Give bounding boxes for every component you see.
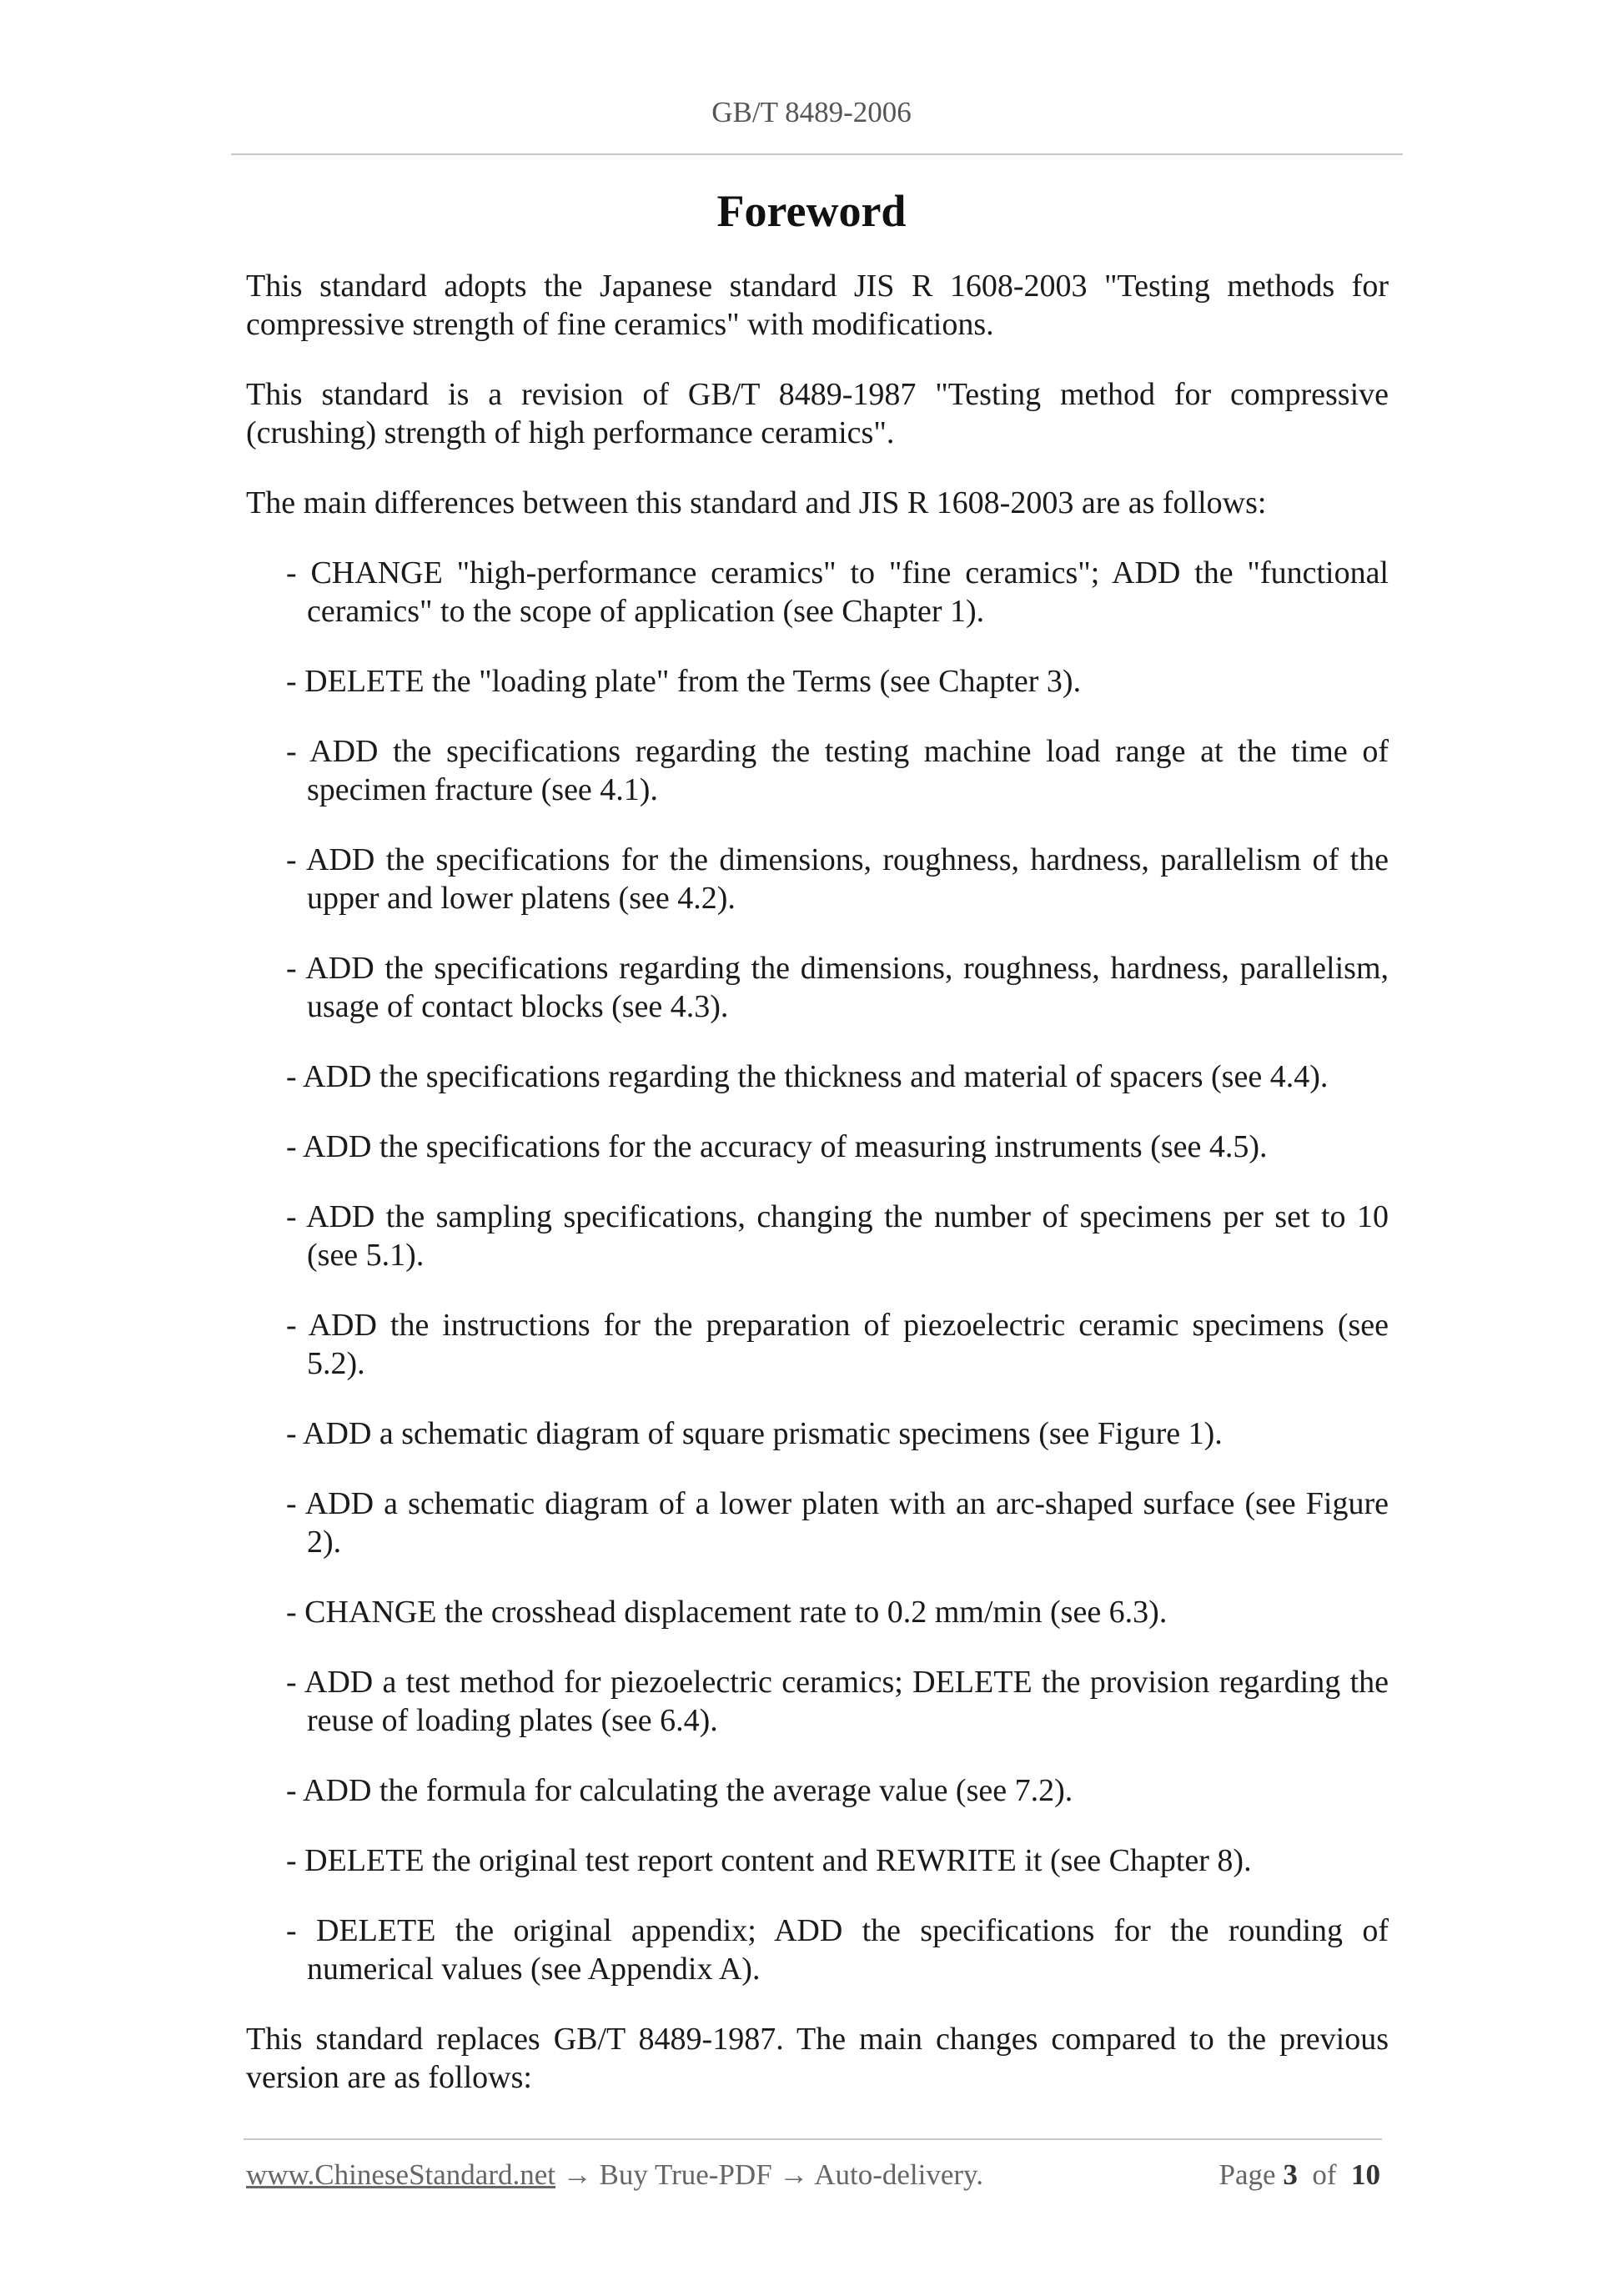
list-item: - ADD the specifications regarding the dimensions, roughness, hardness, parallelism, usage of contact blocks (see 4.3). <box>286 951 1389 1024</box>
closing-paragraph: This standard replaces GB/T 8489-1987. The main changes compared to the previous version are as follows: <box>246 2022 1389 2095</box>
list-item: - ADD the specifications for the dimensions, roughness, hardness, parallelism of the upper and lower platens (see 4.2). <box>286 842 1389 916</box>
list-item: - DELETE the original appendix; ADD the specifications for the rounding of numerical values (see Appendix A). <box>286 1913 1389 1987</box>
intro-paragraph: This standard adopts the Japanese standard JIS R 1608-2003 "Testing methods for compressive strength of fine ceramics" with modifications. <box>246 269 1389 342</box>
list-item: - ADD a schematic diagram of a lower platen with an arc-shaped surface (see Figure 2). <box>286 1486 1389 1560</box>
list-item: - ADD a schematic diagram of square prismatic specimens (see Figure 1). <box>286 1416 1223 1451</box>
foreword-body <box>246 267 1389 2128</box>
intro-paragraph: This standard is a revision of GB/T 8489-1987 "Testing method for compressive (crushing) strength of high performance ceramics". <box>246 377 1389 450</box>
list-item: - ADD the sampling specifications, changing the number of specimens per set to 10 (see 5.1). <box>286 1199 1389 1273</box>
page-title: Foreword <box>716 186 907 236</box>
page-number: Page 3 of 10 <box>1219 2158 1380 2191</box>
footer-divider <box>244 2138 1382 2140</box>
page-current: 3 <box>1283 2158 1298 2191</box>
list-item: - CHANGE "high-performance ceramics" to "fine ceramics"; ADD the "functional ceramics" to the scope of application (see Chapter 1). <box>286 555 1389 629</box>
header-doc-id: GB/T 8489-2006 <box>711 96 912 128</box>
header-divider <box>231 153 1403 155</box>
list-item: - ADD a test method for piezoelectric ceramics; DELETE the provision regarding the reuse of loading plates (see 6.4). <box>286 1665 1389 1738</box>
differences-list <box>246 554 1389 1988</box>
list-item: - ADD the specifications regarding the thickness and material of spacers (see 4.4). <box>286 1059 1329 1094</box>
list-item: - CHANGE the crosshead displacement rate to 0.2 mm/min (see 6.3). <box>286 1595 1168 1630</box>
footer-promo-text: → Buy True-PDF → Auto-delivery. <box>555 2158 984 2191</box>
list-item: - ADD the specifications for the accuracy of measuring instruments (see 4.5). <box>286 1129 1268 1164</box>
list-item: - DELETE the original test report content and REWRITE it (see Chapter 8). <box>286 1843 1252 1878</box>
list-item: - DELETE the "loading plate" from the Terms (see Chapter 3). <box>286 664 1082 699</box>
page-footer <box>246 2158 1380 2192</box>
page-total: 10 <box>1351 2158 1380 2191</box>
list-item: - ADD the instructions for the preparation of piezoelectric ceramic specimens (see 5.2). <box>286 1308 1389 1381</box>
footer-promo <box>246 2158 983 2192</box>
intro-paragraph: The main differences between this standard and JIS R 1608-2003 are as follows: <box>246 485 1267 520</box>
list-item: - ADD the formula for calculating the average value (see 7.2). <box>286 1773 1073 1808</box>
website-link[interactable]: www.ChineseStandard.net <box>246 2158 555 2191</box>
list-item: - ADD the specifications regarding the testing machine load range at the time of specimen fracture (see 4.1). <box>286 734 1389 807</box>
